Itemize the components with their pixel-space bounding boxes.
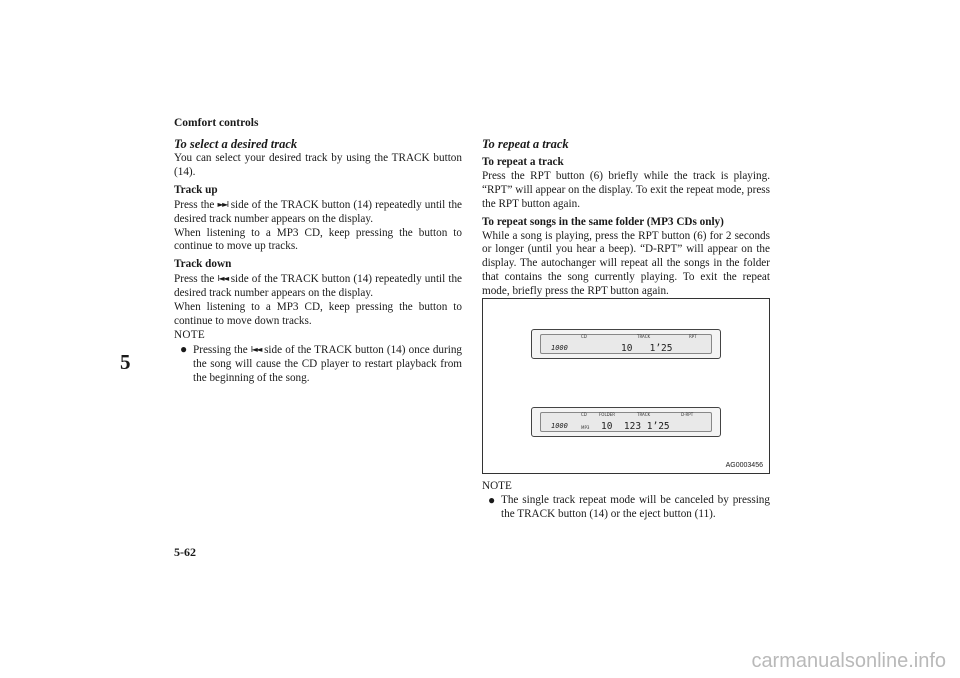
page-number: 5-62 xyxy=(174,545,196,559)
previous-track-icon: I◄◄ xyxy=(217,274,228,284)
note-text: Pressing the I◄◄ side of the TRACK button (14) once during the song will cause the CD player to restart playback from the beginning of the song. xyxy=(193,343,463,384)
section-header: Comfort controls xyxy=(174,117,259,129)
repeat-folder-title: To repeat songs in the same folder (MP3 CDs only) xyxy=(482,215,724,228)
repeat-track-heading: To repeat a track xyxy=(482,137,569,151)
lcd-label-cd: CD xyxy=(581,334,587,339)
lcd-main-text: 10 1’25 xyxy=(621,343,673,354)
lcd-display-drpt xyxy=(531,407,721,437)
track-up-instructions: Press the ►►I side of the TRACK button (14) repeatedly until the desired track number appears on the display. xyxy=(174,198,463,225)
select-track-heading: To select a desired track xyxy=(174,137,298,151)
lcd-left-text: 1000 xyxy=(551,344,568,352)
lcd-screen xyxy=(540,412,712,432)
lcd-label-folder: FOLDER xyxy=(599,412,616,417)
right-column xyxy=(482,137,770,299)
repeat-folder-text: While a song is playing, press the RPT button (6) for 2 seconds or longer (until you hear a beep). “D-RPT” will appear on the display. The autochanger will repeat all the songs in the folder that contains the song currently playing. To exit the repeat mode, briefly press the RPT button again. xyxy=(482,229,770,298)
bullet-icon: ● xyxy=(488,492,496,507)
lcd-label-rpt: RPT xyxy=(689,334,697,339)
note-text: The single track repeat mode will be canceled by pressing the TRACK button (14) or the eject button (11). xyxy=(501,493,770,520)
lcd-display-rpt xyxy=(531,329,721,359)
next-track-icon: ►►I xyxy=(217,199,228,209)
repeat-track-text: Press the RPT button (6) briefly while the track is playing. “RPT” will appear on the display. To exit the repeat mode, press the RPT button again. xyxy=(482,169,770,210)
lcd-screen xyxy=(540,334,712,354)
track-up-title: Track up xyxy=(174,183,218,196)
left-column xyxy=(174,137,462,386)
watermark-url[interactable]: carmanualsonline.info xyxy=(751,650,946,672)
lcd-main-text: 10 123 1’25 xyxy=(601,421,670,432)
track-down-mp3-text: When listening to a MP3 CD, keep pressing the button to continue to move down tracks. xyxy=(174,301,462,327)
note-label: NOTE xyxy=(482,480,512,492)
display-illustration xyxy=(482,298,770,474)
track-down-title: Track down xyxy=(174,258,232,271)
note-item xyxy=(180,343,462,386)
lcd-left-text: 1000 xyxy=(551,422,568,430)
lcd-label-track: TRACK xyxy=(637,334,651,339)
lcd-label-track: TRACK xyxy=(637,412,651,417)
figure-code: AG0003456 xyxy=(725,462,763,469)
note-label: NOTE xyxy=(174,328,206,341)
repeat-track-title: To repeat a track xyxy=(482,156,564,168)
lcd-label-cd: CD xyxy=(581,412,587,417)
note-item xyxy=(488,494,770,522)
select-track-intro: You can select your desired track by using the TRACK button (14). xyxy=(174,152,462,178)
lcd-label-mp3: MP3 xyxy=(581,425,590,430)
track-down-instructions: Press the I◄◄ side of the TRACK button (14) repeatedly until the desired track number appears on the display. xyxy=(174,273,463,300)
right-note xyxy=(482,480,770,522)
chapter-number: 5 xyxy=(120,350,131,374)
track-up-mp3-text: When listening to a MP3 CD, keep pressing the button to continue to move up tracks. xyxy=(174,226,462,253)
previous-track-icon: I◄◄ xyxy=(250,344,261,354)
lcd-label-drpt: D-RPT xyxy=(681,412,694,417)
bullet-icon: ● xyxy=(180,341,188,356)
